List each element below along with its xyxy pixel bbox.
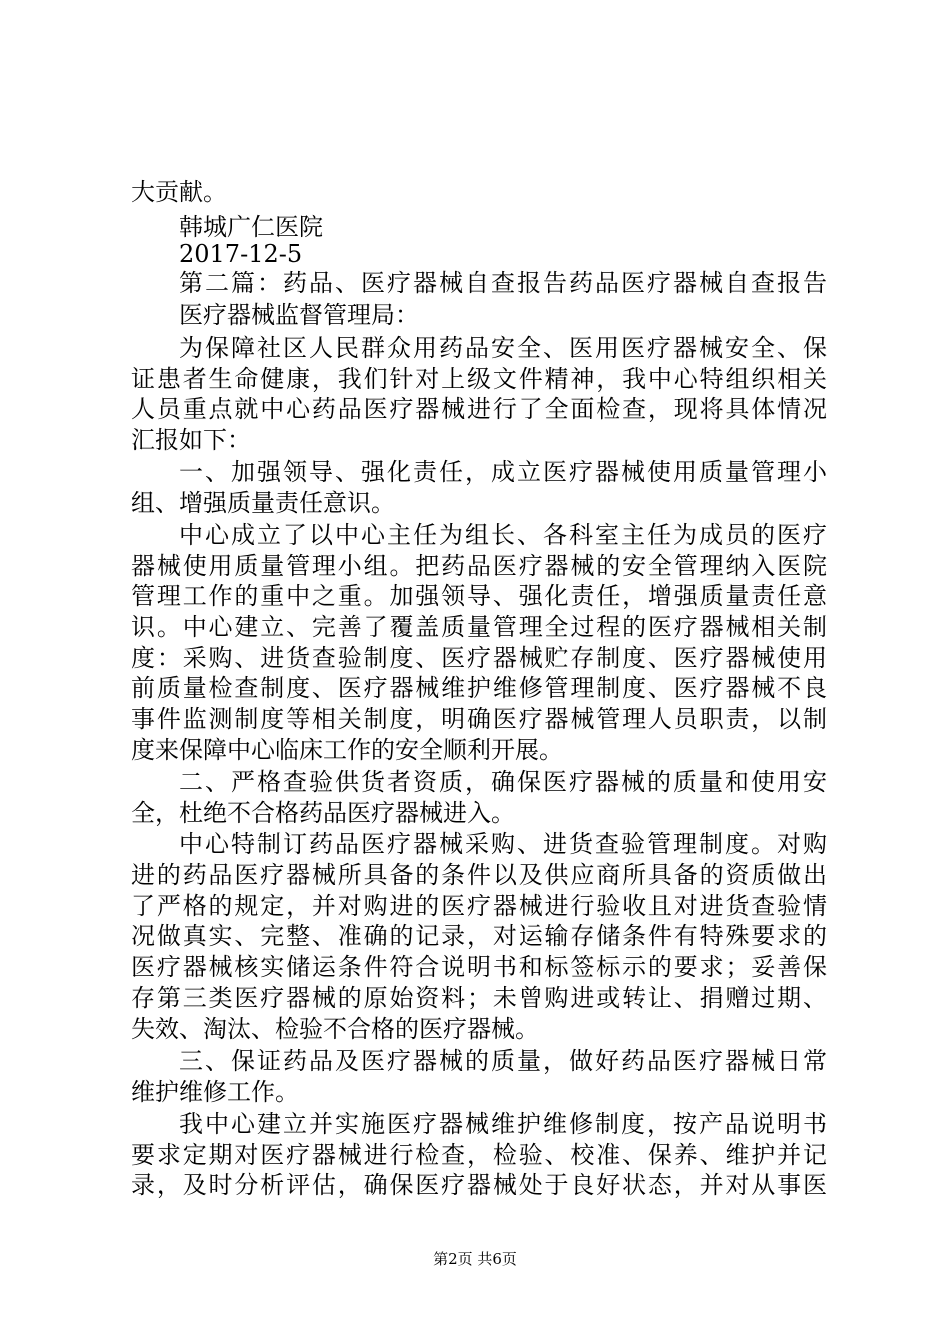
text-line: 录，及时分析评估，确保医疗器械处于良好状态，并对从事医 [131, 1171, 827, 1199]
text-line: 管理工作的重中之重。加强领导、强化责任，增强质量责任意 [131, 582, 827, 610]
text-line: 一、加强领导、强化责任，成立医疗器械使用质量管理小 [179, 458, 827, 486]
text-line: 全，杜绝不合格药品医疗器械进入。 [131, 799, 515, 827]
text-line: 度：采购、进货查验制度、医疗器械贮存制度、医疗器械使用 [131, 644, 827, 672]
section-heading: 第二篇：药品、医疗器械自查报告药品医疗器械自查报告 [179, 269, 827, 297]
text-line: 维护维修工作。 [131, 1078, 299, 1106]
text-line: 识。中心建立、完善了覆盖质量管理全过程的医疗器械相关制 [131, 613, 827, 641]
text-line: 医疗器械核实储运条件符合说明书和标签标示的要求；妥善保 [131, 953, 827, 981]
text-line: 汇报如下： [131, 426, 251, 454]
text-line: 中心特制订药品医疗器械采购、进货查验管理制度。对购 [179, 830, 827, 858]
text-line: 况做真实、完整、准确的记录，对运输存储条件有特殊要求的 [131, 922, 827, 950]
text-line: 前质量检查制度、医疗器械维护维修管理制度、医疗器械不良 [131, 674, 827, 702]
text-line: 三、保证药品及医疗器械的质量，做好药品医疗器械日常 [179, 1047, 827, 1075]
text-line: 存第三类医疗器械的原始资料；未曾购进或转让、捐赠过期、 [131, 984, 827, 1012]
text-line: 度来保障中心临床工作的安全顺利开展。 [131, 736, 563, 764]
text-line: 为保障社区人民群众用药品安全、医用医疗器械安全、保 [179, 334, 827, 362]
text-line: 韩城广仁医院 [179, 213, 323, 241]
text-line: 中心成立了以中心主任为组长、各科室主任为成员的医疗 [179, 521, 827, 549]
text-line: 我中心建立并实施医疗器械维护维修制度，按产品说明书 [179, 1110, 827, 1138]
text-line: 2017-12-5 [179, 240, 303, 268]
text-line: 事件监测制度等相关制度，明确医疗器械管理人员职责，以制 [131, 705, 827, 733]
text-line: 了严格的规定，并对购进的医疗器械进行验收且对进货查验情 [131, 892, 827, 920]
text-line: 二、严格查验供货者资质，确保医疗器械的质量和使用安 [179, 768, 827, 796]
text-line: 要求定期对医疗器械进行检查，检验、校准、保养、维护并记 [131, 1141, 827, 1169]
text-line: 器械使用质量管理小组。把药品医疗器械的安全管理纳入医院 [131, 552, 827, 580]
text-line: 大贡献。 [131, 178, 227, 206]
text-line: 失效、淘汰、检验不合格的医疗器械。 [131, 1015, 539, 1043]
text-line: 证患者生命健康，我们针对上级文件精神，我中心特组织相关 [131, 365, 827, 393]
text-line: 医疗器械监督管理局： [179, 301, 419, 329]
page-footer: 第2页 共6页 [433, 1250, 517, 1268]
text-line: 进的药品医疗器械所具备的条件以及供应商所具备的资质做出 [131, 861, 827, 889]
text-line: 组、增强质量责任意识。 [131, 489, 395, 517]
text-line: 人员重点就中心药品医疗器械进行了全面检查，现将具体情况 [131, 395, 827, 423]
